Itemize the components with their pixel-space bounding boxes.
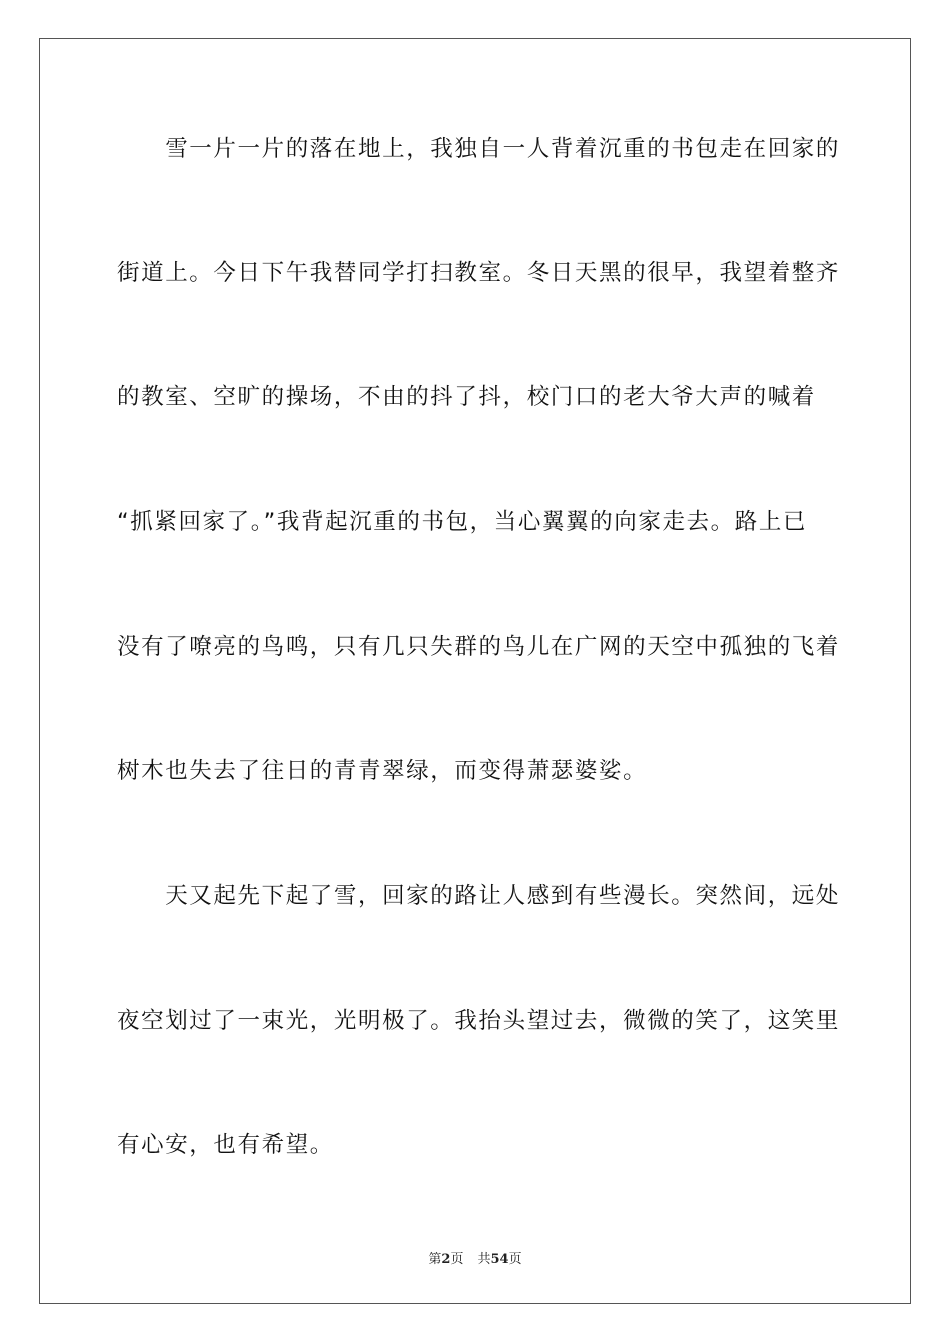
total-prefix: 共: [477, 1252, 491, 1267]
page-suffix: 页: [450, 1252, 464, 1267]
total-pages: 54: [490, 1252, 509, 1267]
text-line: 雪一片一片的落在地上，我独自一人背着沉重的书包走在回家的: [117, 136, 841, 162]
page-number: 2: [441, 1252, 451, 1267]
text-line: 树木也失去了往日的青青翠绿，而变得萧瑟婆娑。: [117, 758, 648, 784]
page-prefix: 第: [428, 1252, 442, 1267]
text-line: 街道上。今日下午我替同学打扫教室。冬日天黑的很早，我望着整齐: [117, 260, 841, 286]
text-line: 没有了嘹亮的鸟鸣，只有几只失群的鸟儿在广网的天空中孤独的飞着: [117, 634, 841, 660]
total-suffix: 页: [508, 1252, 522, 1267]
text-line: 夜空划过了一束光，光明极了。我抬头望过去，微微的笑了，这笑里: [117, 1008, 841, 1034]
text-line: “抓紧回家了。”我背起沉重的书包，当心翼翼的向家走去。路上已: [117, 509, 808, 535]
text-line: 有心安，也有希望。: [117, 1132, 334, 1158]
page-border: [39, 38, 911, 1304]
text-line: 天又起先下起了雪，回家的路让人感到有些漫长。突然间，远处: [117, 883, 841, 909]
page-footer: [0, 1248, 950, 1267]
text-line: 的教室、空旷的操场，不由的抖了抖，校门口的老大爷大声的喊着: [117, 384, 816, 410]
